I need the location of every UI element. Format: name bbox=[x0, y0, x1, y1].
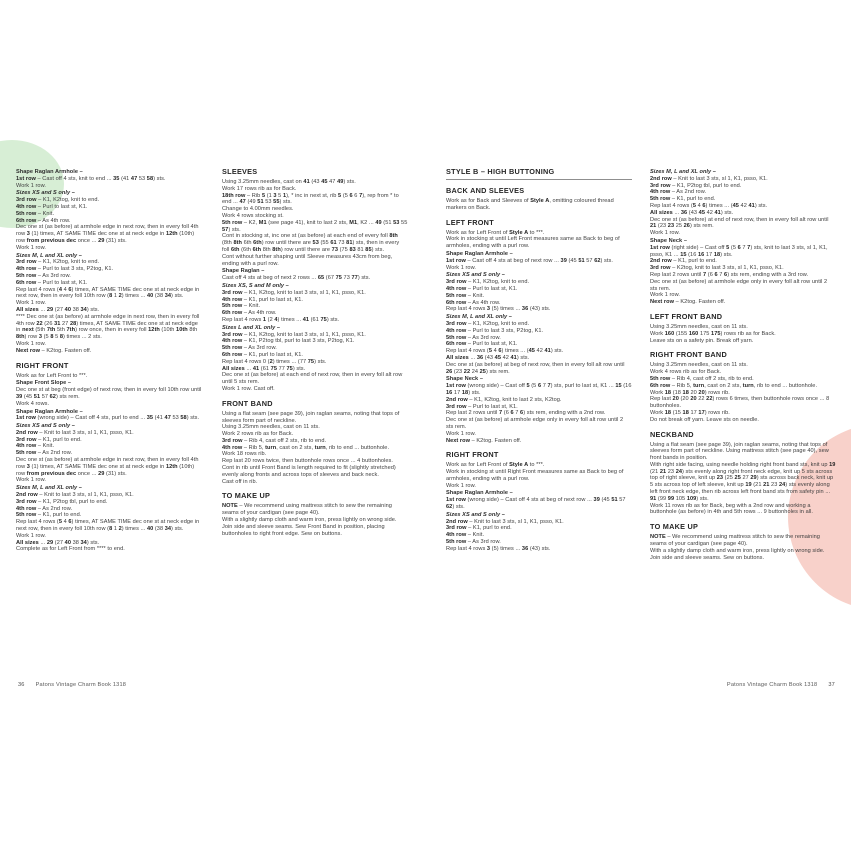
pattern-text: 4th row – K1, purl to last st, K1. bbox=[222, 296, 303, 303]
sub-heading: Sizes L and XL only – bbox=[222, 324, 281, 331]
section-heading: STYLE B – HIGH BUTTONING bbox=[446, 168, 632, 180]
pattern-text: Rep last 2 rows until 7 (6 6 7 6) sts rem, ending with a 3rd row. bbox=[650, 271, 809, 278]
section-heading: TO MAKE UP bbox=[650, 522, 699, 532]
pattern-text: 6th row – Purl to last st, K1. bbox=[16, 279, 88, 286]
pattern-text: Work 1 row. bbox=[446, 482, 476, 489]
sub-heading: Sizes XS and S only – bbox=[16, 423, 75, 430]
pattern-text: Rep last 4 rows (4 4 6) times, AT SAME TIME dec one st at neck edge in next row, then in every foll 10th row (8 1 2) times ... 40 (38 34) sts. bbox=[16, 286, 200, 300]
pattern-text: NOTE – We recommend using mattress stitch to sew the remaining seams of your cardigan (see page 40). bbox=[650, 534, 820, 548]
pattern-text: Work as for Back and Sleeves of Style A, omitting coloured thread markers on Back. bbox=[446, 198, 614, 211]
pattern-text: Cast off in rib. bbox=[222, 478, 258, 485]
pattern-text: 5th row – As 3rd row. bbox=[222, 345, 277, 352]
pattern-text: 5th row – K1, purl to end. bbox=[650, 196, 716, 203]
pattern-text: Work 1 row. bbox=[16, 340, 46, 347]
pattern-text: 4th row – Purl to last 3 sts, P2tog, K1. bbox=[446, 327, 544, 334]
section-heading: TO MAKE UP bbox=[222, 491, 271, 501]
pattern-text: Work 1 row. Cast off. bbox=[222, 385, 275, 392]
pattern-text: Work as for Left Front of Style A to ***. bbox=[446, 462, 545, 469]
pattern-text: Rep last 4 rows 3 (5) times ... 36 (43) sts. bbox=[446, 545, 551, 552]
pattern-text: 2nd row – K1, purl to end. bbox=[650, 258, 717, 265]
pattern-text: Leave sts on a safety pin. Break off yarn. bbox=[650, 337, 754, 344]
section-heading: RIGHT FRONT BAND bbox=[650, 350, 727, 360]
pattern-text: 3rd row – K2tog, knit to last 3 sts, sl 1, K1, psso, K1. bbox=[650, 265, 784, 272]
pattern-text: Work as for Left Front of Style A to ***. bbox=[446, 229, 545, 236]
page-number-left: 36 bbox=[18, 682, 25, 688]
pattern-text: 3rd row – Purl to last st, K1. bbox=[446, 403, 518, 410]
pattern-text: 3rd row – K1, purl to end. bbox=[16, 436, 82, 443]
pattern-text: Work 1 row. bbox=[16, 300, 46, 307]
pattern-text: Work 1 row. bbox=[16, 244, 46, 251]
sub-heading: Shape Raglan Armhole – bbox=[446, 250, 513, 257]
pattern-text: 1st row (wrong side) – Cast off 4 sts at beg of next row ... 39 (45 51 57 62) sts. bbox=[446, 497, 626, 511]
pattern-text: 1st row – Cast off 4 sts, knit to end ... 35 (41 47 53 58) sts. bbox=[16, 175, 166, 182]
pattern-text: 5th row – Knit. bbox=[222, 303, 261, 310]
pattern-text: Complete as for Left Front from **** to end. bbox=[16, 546, 125, 553]
pattern-text: Dec one st (as before) at armhole edge only in every foll alt row until 2 sts rem. bbox=[650, 278, 828, 292]
pattern-text: Dec one st (as before) at armhole edge in next row, then in every foll 4th row 3 (1) times, AT SAME TIME dec one st at neck edge in 12th (10th) row from previous dec once ... 29 (31) sts. bbox=[16, 224, 199, 244]
pattern-text: 3rd row – K1, purl to end. bbox=[446, 525, 512, 532]
book-title-left: Patons Vintage Charm Book 1318 bbox=[35, 682, 127, 688]
pattern-text: Do not break off yarn. Leave sts on needle. bbox=[650, 416, 760, 423]
sub-heading: Shape Raglan – bbox=[222, 268, 265, 275]
pattern-text: Work 1 row. bbox=[16, 532, 46, 539]
pattern-text: Work 11 rows rib as for Back, beg with a 2nd row and working a buttonhole (as before) in 4th and 5th rows ... 9 buttonholes in all. bbox=[650, 502, 813, 516]
pattern-text: Work 18 (18 18 20 20) rows rib. bbox=[650, 389, 730, 396]
pattern-text: 5th row – Rib 4, cast off 2 sts, rib to end. bbox=[650, 375, 754, 382]
sub-heading: Shape Front Slope – bbox=[16, 380, 72, 387]
pattern-text: 3rd row – K1, K2tog, knit to last 3 sts, sl 1, K1, psso, K1. bbox=[222, 289, 366, 296]
section-heading: LEFT FRONT bbox=[446, 217, 494, 227]
sub-heading: Sizes XS and S only – bbox=[446, 272, 505, 279]
section-heading: NECKBAND bbox=[650, 429, 694, 439]
pattern-text: 2nd row – Knit to last 3 sts, sl 1, K1, psso, K1. bbox=[650, 175, 768, 182]
sub-heading: Sizes M, L and XL only – bbox=[16, 252, 82, 259]
pattern-text: Rep last 20 rows twice, then buttonhole rows once ... 4 buttonholes. bbox=[222, 458, 393, 465]
section-heading: RIGHT FRONT bbox=[446, 450, 499, 460]
sub-heading: Sizes XS and S only – bbox=[16, 190, 75, 197]
pattern-text: Rep last 4 rows 1 (2 4) times ... 41 (61 75) sts. bbox=[222, 316, 340, 323]
pattern-text: All sizes ... 36 (43 45 42 41) sts. bbox=[446, 354, 530, 361]
pattern-text: 5th row – As 3rd row. bbox=[446, 334, 501, 341]
pattern-text: 4th row – Rib 5, turn, cast on 2 sts, turn, rib to end ... buttonhole. bbox=[222, 444, 390, 451]
pattern-text: 3rd row – K1, K2tog, knit to end. bbox=[16, 259, 100, 266]
pattern-text: 3rd row – Rib 4, cast off 2 sts, rib to end. bbox=[222, 437, 327, 444]
pattern-text: 1st row (right side) – Cast off 5 (5 6 7 7) sts, knit to last 3 sts, sl 1, K1, psso, K1 ... 15 (16 16 17 18) sts. bbox=[650, 244, 828, 258]
pattern-text: Dec one st at beg (front edge) of next row, then in every foll 10th row until 39 (45 51 57 62) sts rem. bbox=[16, 387, 202, 400]
pattern-text: Work 160 (155 160 175 175) rows rib as for Back. bbox=[650, 330, 776, 337]
pattern-text: 3rd row – K1, K2tog, knit to end. bbox=[446, 279, 530, 286]
pattern-text: 4th row – Knit. bbox=[16, 443, 55, 450]
pattern-text: Work 1 row. bbox=[650, 292, 680, 299]
pattern-text: 1st row (wrong side) – Cast off 5 (5 6 7 7) sts, purl to last st, K1 ... 15 (16 16 17 18) sts. bbox=[446, 383, 632, 396]
pattern-text: Dec one st (as before) at end of next row, then in every foll alt row until 21 (23 23 25 26) sts rem. bbox=[650, 216, 829, 230]
pattern-text: 6th row – As 4th row. bbox=[16, 217, 71, 224]
pattern-column-left-page-2 bbox=[222, 168, 408, 537]
pattern-text: 5th row – K2, M1 (see page 41), knit to last 2 sts, M1, K2 ... 49 (51 53 55 57) sts. bbox=[222, 219, 408, 233]
pattern-text: Work 2 rows rib as for Back. bbox=[222, 431, 294, 438]
sub-heading: Shape Neck – bbox=[446, 376, 483, 383]
pattern-text: 6th row – As 4th row. bbox=[446, 299, 501, 306]
pattern-text: With right side facing, using needle holding right front band sts, knit up 19 (21 21 23 24) sts evenly along right front neck edge, knit up 5 sts across top of right sleeve, knit up 23 (25 25 27 29) sts across back neck, knit up 5 sts across top of left sleeve, knit up 19 (21 21 23 24) sts evenly along left front neck edge, then rib across left front band sts from safety pin ... 91 (99 99 105 109) sts. bbox=[650, 461, 836, 502]
footer-left-page bbox=[18, 682, 126, 689]
pattern-text: With a slightly damp cloth and warm iron, press lightly on wrong side. Join side and sleeve seams. Sew Front Band in position, placing buttonholes to right front edge. Sew on buttons. bbox=[222, 517, 397, 537]
pattern-text: Work 1 row. bbox=[16, 477, 46, 484]
pattern-text: Using 3.25mm needles, cast on 11 sts. bbox=[650, 323, 748, 330]
pattern-text: 5th row – K1, purl to end. bbox=[16, 512, 82, 519]
pattern-text: 1st row – Cast off 4 sts at beg of next row ... 39 (45 51 57 62) sts. bbox=[446, 257, 613, 264]
pattern-column-right-page-1 bbox=[446, 168, 632, 553]
pattern-text: Work 4 rows stocking st. bbox=[222, 212, 284, 219]
section-heading: FRONT BAND bbox=[222, 398, 273, 408]
section-heading: RIGHT FRONT bbox=[16, 360, 69, 370]
pattern-text: All sizes ... 36 (43 45 42 41) sts. bbox=[650, 209, 734, 216]
pattern-text: Rep last 4 rows (5 4 6) times ... (45 42 41) sts. bbox=[446, 348, 564, 355]
pattern-text: Next row – K2tog. Fasten off. bbox=[446, 437, 522, 444]
pattern-text: 5th row – Knit. bbox=[16, 210, 55, 217]
sub-heading: Shape Raglan Armhole – bbox=[446, 490, 513, 497]
pattern-text: 3rd row – K1, K2tog, knit to end. bbox=[16, 197, 100, 204]
pattern-text: 3rd row – K1, P2tog tbl, purl to end. bbox=[650, 182, 742, 189]
pattern-text: 5th row – As 3rd row. bbox=[446, 539, 501, 546]
pattern-text: Using a flat seam (see page 39), join raglan seams, noting that tops of sleeves form part of neckline. Using mattress stitch (see page 40), sew front bands in position. bbox=[650, 441, 829, 462]
pattern-text: Change to 4.00mm needles. bbox=[222, 206, 294, 213]
pattern-column-left-page-1 bbox=[16, 168, 202, 553]
pattern-column-right-page-2 bbox=[650, 168, 836, 561]
pattern-text: Cont in rib until Front Band is length required to fit (slightly stretched) evenly along fronts and across tops of sleeves and back neck. bbox=[222, 465, 396, 478]
pattern-text: 3rd row – K1, K2tog, knit to last 3 sts, sl 1, K1, psso, K1. bbox=[222, 331, 366, 338]
section-heading: SLEEVES bbox=[222, 167, 258, 176]
pattern-text: Rep last 4 rows (5 4 6) times, AT SAME TIME dec one st at neck edge in next row, then in every foll 10th row (8 1 2) times ... 40 (38 34) sts. bbox=[16, 519, 200, 533]
pattern-text: Work 18 (15 18 17 17) rows rib. bbox=[650, 409, 730, 416]
pattern-text: Work 1 row. bbox=[446, 430, 476, 437]
section-heading: BACK AND SLEEVES bbox=[446, 186, 525, 195]
pattern-text: 4th row – As 2nd row. bbox=[650, 189, 707, 196]
sub-heading: Shape Neck – bbox=[650, 237, 687, 244]
sub-heading: Sizes M, L and XL only – bbox=[16, 485, 82, 492]
pattern-text: Work as for Left Front to ***. bbox=[16, 372, 88, 379]
pattern-text: Using a flat seam (see page 39), join raglan seams, noting that tops of sleeves form part of neckline. bbox=[222, 410, 400, 424]
sub-heading: Shape Raglan Armhole – bbox=[16, 408, 83, 415]
pattern-text: Work 1 row. bbox=[446, 264, 476, 271]
pattern-text: Work 4 rows rib as for Back. bbox=[650, 369, 722, 376]
footer-right-page bbox=[727, 682, 835, 689]
pattern-text: 2nd row – Knit to last 3 sts, sl 1, K1, psso, K1. bbox=[16, 492, 134, 499]
pattern-text: Using 3.25mm needles, cast on 41 (43 45 47 49) sts. bbox=[222, 179, 356, 185]
pattern-text: 6th row – As 4th row. bbox=[222, 310, 277, 317]
pattern-text: Cont without further shaping until Sleeve measures 43cm from beg, ending with a purl row. bbox=[222, 253, 393, 267]
pattern-text: Rep last 20 (20 20 22 22) rows 6 times, then buttonhole rows once ... 8 buttonholes. bbox=[650, 396, 830, 410]
pattern-text: 3rd row – K1, P2tog tbl, purl to end. bbox=[16, 498, 108, 505]
sub-heading: Sizes XS, S and M only – bbox=[222, 282, 289, 289]
pattern-text: Dec one st (as before) at armhole edge only in every foll alt row until 2 sts rem. bbox=[446, 417, 624, 430]
pattern-text: 4th row – Knit. bbox=[446, 532, 485, 539]
pattern-text: Dec one st (as before) at armhole edge in next row, then in every foll 4th row 3 (1) times, AT SAME TIME dec one st at neck edge in 12th (10th) row from previous dec once ... 29 (31) sts. bbox=[16, 457, 199, 477]
pattern-text: 5th row – As 3rd row. bbox=[16, 272, 71, 279]
pattern-text: Dec one st (as before) at beg of next row, then in every foll alt row until 26 (23 22 24 25) sts rem. bbox=[446, 361, 625, 375]
pattern-text: Work in stocking st until Left Front measures same as Back to beg of armholes, ending with a purl row. bbox=[446, 236, 620, 250]
pattern-text: Work 18 rows rib. bbox=[222, 451, 267, 458]
pattern-text: Work 1 row. bbox=[650, 230, 680, 237]
pattern-text: Using 3.25mm needles, cast on 11 sts. bbox=[222, 424, 320, 431]
pattern-text: 5th row – Knit. bbox=[446, 292, 485, 299]
pattern-text: Work in stocking st until Right Front measures same as Back to beg of armholes, ending with a purl row. bbox=[446, 469, 624, 482]
pattern-text: Next row – K2tog. Fasten off. bbox=[16, 347, 92, 354]
pattern-text: Work 1 row. bbox=[16, 182, 46, 189]
pattern-text: Rep last 4 rows (5 4 6) times ... (45 42 41) sts. bbox=[650, 202, 768, 209]
pattern-text: 4th row – As 2nd row. bbox=[16, 505, 73, 512]
sub-heading: Sizes M, L and XL only – bbox=[446, 314, 512, 321]
pattern-text: 2nd row – Knit to last 3 sts, sl 1, K1, psso, K1. bbox=[16, 429, 134, 436]
pattern-text: Rep last 4 rows 3 (5) times ... 36 (43) sts. bbox=[446, 306, 551, 313]
pattern-text: 5th row – As 2nd row. bbox=[16, 450, 73, 457]
pattern-text: With a slightly damp cloth and warm iron, press lightly on wrong side. Join side and sleeve seams. Sew on buttons. bbox=[650, 547, 825, 561]
pattern-text: 4th row – Purl to last st, K1. bbox=[16, 203, 88, 210]
sub-heading: Shape Raglan Armhole – bbox=[16, 169, 83, 175]
section-heading: LEFT FRONT BAND bbox=[650, 311, 723, 321]
pattern-text: Next row – K2tog. Fasten off. bbox=[650, 299, 726, 306]
pattern-text: 18th row – Rib 5 (1 3 5 1), * inc in next st, rib 5 (5 6 6 7), rep from * to end ... 47 (49 51 53 55) sts. bbox=[222, 192, 399, 206]
pattern-text: Cont in stocking st, inc one st (as before) at each end of every foll 8th (8th 8th 6th 6th) row until there are 53 (55 61 73 81) sts, then in every foll 6th (6th 6th 8th 8th) row until there are 73 (75 83 81 85) sts. bbox=[222, 233, 400, 253]
pattern-text: 4th row – Purl to last 3 sts, P2tog, K1. bbox=[16, 266, 114, 273]
pattern-text: Rep last 2 rows until 7 (6 6 7 6) sts rem, ending with a 2nd row. bbox=[446, 410, 606, 417]
sub-heading: Sizes XS and S only – bbox=[446, 511, 505, 518]
pattern-text: All sizes ... 41 (61 75 77 75) sts. bbox=[222, 365, 306, 372]
pattern-text: 4th row – Purl to last st, K1. bbox=[446, 285, 518, 292]
pattern-text: Using 3.25mm needles, cast on 11 sts. bbox=[650, 362, 748, 369]
pattern-text: 1st row (wrong side) – Cast off 4 sts, purl to end ... 35 (41 47 53 58) sts. bbox=[16, 415, 200, 422]
pattern-text: 6th row – K1, purl to last st, K1. bbox=[222, 351, 303, 358]
sub-heading: Sizes M, L and XL only – bbox=[650, 169, 716, 175]
pattern-text: 2nd row – Knit to last 3 sts, sl 1, K1, psso, K1. bbox=[446, 518, 564, 525]
pattern-text: **** Dec one st (as before) at armhole edge in next row, then in every foll 4th row 22 (26 31 27 28) times, AT SAME TIME dec one st at neck edge in next (5th 7th 5th 7th) row once, then in every foll 12th (10th 10th 8th 8th) row 3 (5 8 5 8) times ... 2 sts. bbox=[16, 313, 200, 341]
pattern-text: NOTE – We recommend using mattress stitch to sew the remaining seams of your cardigan (see page 40). bbox=[222, 503, 392, 517]
pattern-text: 2nd row – K1, K2tog, knit to last 2 sts, K2tog. bbox=[446, 396, 562, 403]
pattern-text: 6th row – Rib 5, turn, cast on 2 sts, turn, rib to end ... buttonhole. bbox=[650, 382, 818, 389]
page-number-right: 37 bbox=[828, 682, 835, 688]
pattern-text: 3rd row – K1, K2tog, knit to end. bbox=[446, 320, 530, 327]
pattern-text: All sizes ... 29 (27 40 38 34) sts. bbox=[16, 306, 100, 313]
book-title-right: Patons Vintage Charm Book 1318 bbox=[726, 682, 818, 688]
pattern-text: All sizes ... 29 (27 40 38 34) sts. bbox=[16, 539, 100, 546]
pattern-text: Dec one st (as before) at each end of next row, then in every foll alt row until 5 sts rem. bbox=[222, 372, 403, 386]
pattern-text: Work 17 rows rib as for Back. bbox=[222, 185, 297, 192]
pattern-text: Rep last 4 rows 0 (2) times ... (77 75) sts. bbox=[222, 358, 327, 365]
pattern-text: 6th row – Purl to last st, K1. bbox=[446, 341, 518, 348]
pattern-text: 4th row – K1, P2tog tbl, purl to last 3 sts, P2tog, K1. bbox=[222, 338, 355, 345]
pattern-text: Work 4 rows. bbox=[16, 400, 50, 407]
pattern-text: Cast off 4 sts at beg of next 2 rows ... 65 (67 75 73 77) sts. bbox=[222, 275, 371, 282]
